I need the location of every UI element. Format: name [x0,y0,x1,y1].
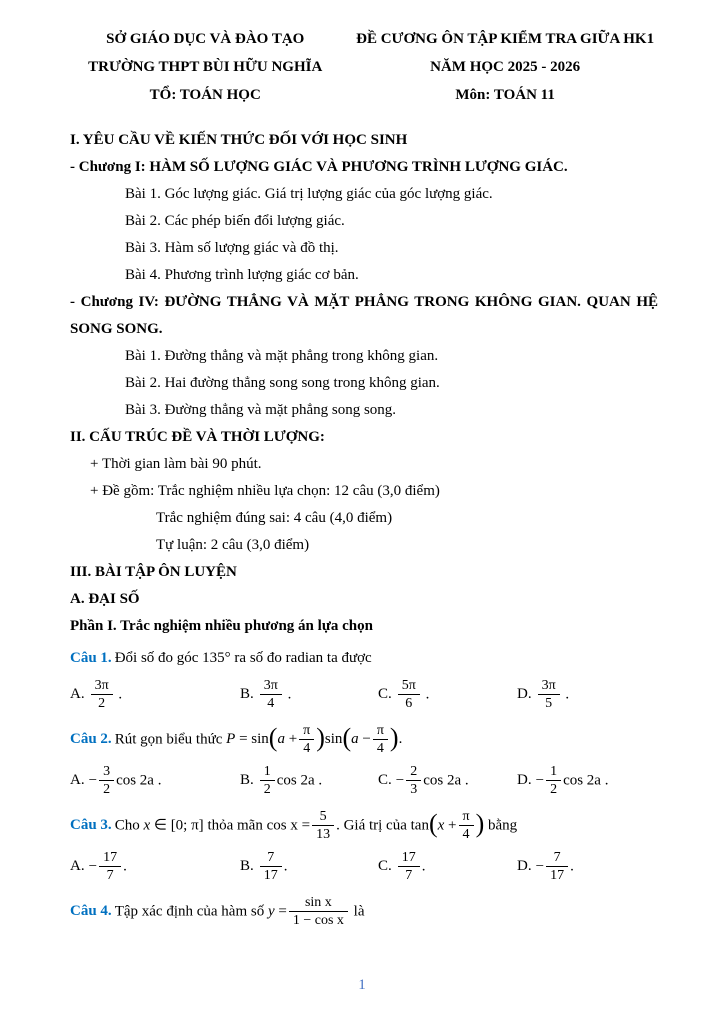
document-title: ĐỀ CƯƠNG ÔN TẬP KIỂM TRA GIỮA HK1 [356,31,655,47]
option-tail: cos 2a . [563,771,609,788]
fraction: $\frac{\pi}{4}$ [299,722,314,758]
fraction: $\frac{3\pi}{5}$ [538,677,560,713]
option-tail: cos 2a . [116,771,162,788]
option-key: B. [240,771,254,788]
question-1-label: Câu 1. [70,650,112,667]
question-1-option-a [70,677,240,713]
question-3-options [70,849,658,885]
document-body [70,127,658,929]
close-paren: ) [475,808,485,838]
option-tail: cos 2a . [423,771,469,788]
exam-structure-mc: + Đề gồm: Trắc nghiệm nhiều lựa chọn: 12 câu (3,0 điểm) [90,483,440,500]
exam-duration: + Thời gian làm bài 90 phút. [90,456,262,473]
sign: − [395,771,405,788]
page-number: 1 [358,977,366,993]
header-right-block [352,26,658,109]
school-name: TRƯỜNG THPT BÙI HỮU NGHĨA [88,58,323,75]
question-2-options [70,763,658,799]
option-tail: . [283,857,288,874]
sign: − [88,771,98,788]
chapter-1-lesson-3: Bài 3. Hàm số lượng giác và đồ thị. [125,240,339,257]
question-2-option-a [70,763,240,799]
exam-structure-tf: Trắc nghiệm đúng sai: 4 câu (4,0 điểm) [156,510,393,527]
question-4-label: Câu 4. [70,902,112,919]
fraction: $\frac{3\pi}{2}$ [91,677,113,713]
fraction: $\frac{7}{17}$ [260,849,282,885]
question-1-stem: Đổi số đo góc 135° ra số đo radian ta được [114,650,372,667]
fraction: $\frac{17}{7}$ [99,849,121,885]
option-tail: . [421,857,426,874]
fraction: $\frac{7}{17}$ [546,849,568,885]
question-2-formula: P = sin(a + $\frac{\pi}{4}$ )sin(a − $\frac{\pi}{4}$ ). [226,722,403,756]
part-1-title: Phần I. Trắc nghiệm nhiều phương án lựa chọn [70,618,373,635]
option-key: C. [378,685,392,702]
question-2-option-b [240,763,378,799]
fraction: $\frac{3}{2}$ [99,763,114,799]
chapter-1-lesson-2: Bài 2. Các phép biến đổi lượng giác. [125,213,345,230]
option-tail: . [570,857,574,874]
fraction: $\frac{5\pi}{6}$ [398,677,420,713]
option-key: C. [378,771,392,788]
part-a-title: A. ĐẠI SỐ [70,591,140,608]
subject-name: Môn: TOÁN 11 [455,86,555,103]
option-tail: cos 2a . [276,771,323,788]
chapter-4-lesson-1: Bài 1. Đường thẳng và mặt phẳng trong không gian. [125,348,439,365]
question-2-option-c [378,763,517,799]
fraction: $\frac{2}{3}$ [406,763,421,799]
school-year: NĂM HỌC 2025 - 2026 [430,58,581,75]
header-left-block [70,26,340,109]
exam-structure-essay: Tự luận: 2 câu (3,0 điểm) [156,537,310,554]
chapter-4-lesson-2: Bài 2. Hai đường thẳng song song trong không gian. [125,375,440,392]
sign: − [535,857,545,874]
option-tail: . [123,857,127,874]
open-paren: ( [342,722,352,752]
option-tail: . [287,685,292,702]
fraction: $\frac{\text{sin x}}{\text{1 − cos x}}$ [289,894,348,930]
fraction: $\frac{3\pi}{4}$ [260,677,282,713]
fraction: $\frac{\pi}{4}$ [459,808,474,844]
option-tail: . [118,685,123,702]
question-2-label: Câu 2. [70,730,112,747]
section-2-title: II. CẤU TRÚC ĐỀ VÀ THỜI LƯỢNG: [70,429,325,446]
open-paren: ( [268,722,278,752]
chapter-4-lesson-3: Bài 3. Đường thẳng và mặt phẳng song song. [125,402,397,419]
question-3-option-a [70,849,240,885]
question-3-option-c [378,849,517,885]
question-1-text [70,645,658,671]
option-key: D. [517,771,532,788]
department-name: SỞ GIÁO DỤC VÀ ĐÀO TẠO [106,31,305,47]
question-3-option-b [240,849,378,885]
chapter-1-lesson-1: Bài 1. Góc lượng giác. Giá trị lượng giác của góc lượng giác. [125,186,493,203]
chapter-1-lesson-4: Bài 4. Phương trình lượng giác cơ bản. [125,267,359,284]
question-2-option-d [517,763,658,799]
option-key: C. [378,857,392,874]
subject-group: TỔ: TOÁN HỌC [149,86,261,103]
option-key: A. [70,857,85,874]
option-key: D. [517,857,532,874]
option-key: A. [70,685,85,702]
close-paren: ) [389,722,399,752]
question-2-text [70,722,658,758]
fraction: $\frac{1}{2}$ [260,763,275,799]
document-header [70,26,658,109]
option-key: B. [240,685,254,702]
question-3-option-d [517,849,658,885]
option-tail: . [425,685,430,702]
fraction: $\frac{5}{13}$ [312,808,334,844]
question-4-text: Câu 4. Tập xác định của hàm số y = $\frac{\text{sin x}}{\text{1 − cos x}}$ là [70,894,365,928]
sign: − [535,771,545,788]
option-key: A. [70,771,85,788]
section-3-title: III. BÀI TẬP ÔN LUYỆN [70,564,237,581]
question-2-stem: Rút gọn biểu thức [114,730,223,747]
question-1-option-b [240,677,378,713]
sign: − [88,857,98,874]
question-3 [70,808,658,885]
chapter-1-title: - Chương I: HÀM SỐ LƯỢNG GIÁC VÀ PHƯƠNG TRÌNH LƯỢNG GIÁC. [70,159,568,176]
fraction: $\frac{\pi}{4}$ [373,722,388,758]
question-1-option-d [517,677,658,713]
question-2 [70,722,658,799]
question-3-text: Câu 3. Cho x ∈ [0; π] thỏa mãn cos x = $\frac{5}{13}$ . Giá trị của tan(x + $\frac{\pi}{4}$ ) bằng [70,808,518,842]
chapter-4-title: - Chương IV: ĐƯỜNG THẲNG VÀ MẶT PHẲNG TRONG KHÔNG GIAN. QUAN HỆ SONG SONG. [70,294,658,338]
close-paren: ) [316,722,325,752]
fraction: $\frac{1}{2}$ [546,763,561,799]
question-1-option-c [378,677,517,713]
section-1-title: I. YÊU CẦU VỀ KIẾN THỨC ĐỐI VỚI HỌC SINH [70,132,408,149]
open-paren: ( [428,808,438,838]
option-tail: . [565,685,570,702]
question-1 [70,645,658,712]
question-1-options [70,677,658,713]
option-key: B. [240,857,254,874]
option-key: D. [517,685,532,702]
fraction: $\frac{17}{7}$ [398,849,420,885]
question-3-label: Câu 3. [70,816,112,833]
question-4 [70,894,658,930]
